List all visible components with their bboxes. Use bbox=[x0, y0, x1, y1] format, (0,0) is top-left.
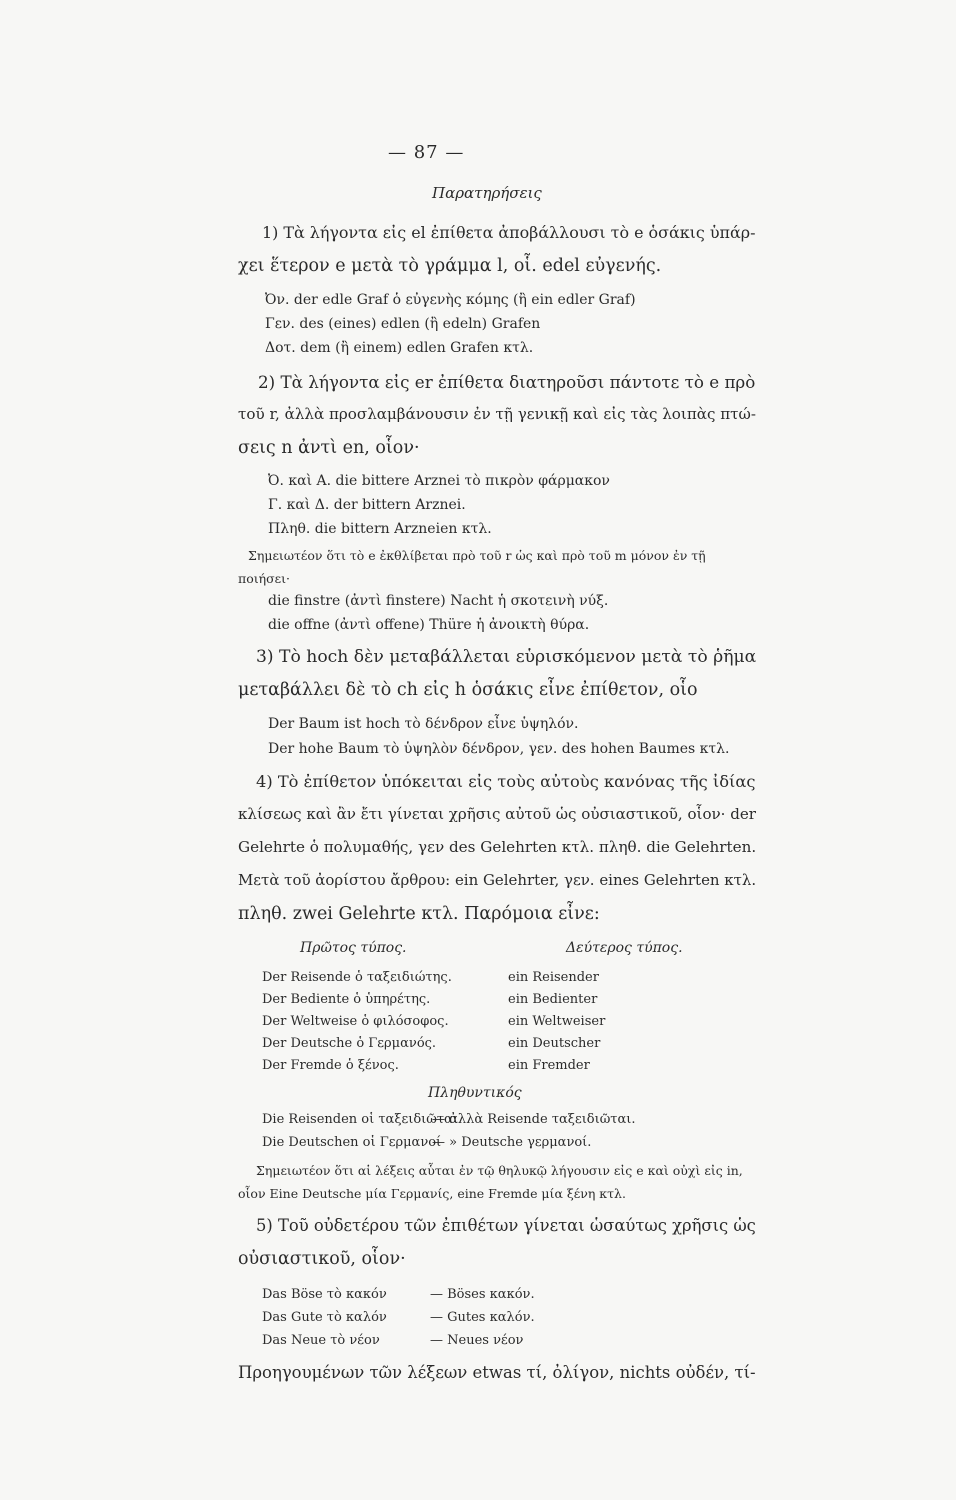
plural-row-left: Die Reisenden οἱ ταξειδιῶται bbox=[262, 1112, 458, 1127]
s2-line3: σεις n ἀντὶ en, οἷον· bbox=[238, 438, 420, 458]
s4-line4: Μετὰ τοῦ ἀορίστου ἄρθρου: ein Gelehrter, γεν. eines Gelehrten κτλ. bbox=[238, 871, 757, 889]
s3-example2: Der hohe Baum τὸ ὑψηλὸν δένδρον, γεν. des hohen Baumes κτλ. bbox=[268, 741, 730, 757]
type2-row: ein Weltweiser bbox=[508, 1014, 606, 1029]
s1-example2: Γεν. des (eines) edlen (ἢ edeln) Grafen bbox=[265, 316, 541, 332]
type1-row: Der Fremde ὁ ξένος. bbox=[262, 1058, 399, 1073]
s5-row-left: Das Gute τὸ καλόν bbox=[262, 1310, 387, 1325]
s5-last-line: Προηγουμένων τῶν λέξεων etwas τί, ὀλίγον, nichts οὐδέν, τί- bbox=[238, 1363, 756, 1382]
s5-row-right: — Neues νέον bbox=[430, 1333, 524, 1348]
s4-line5: πληθ. zwei Gelehrte κτλ. Παρόμοια εἶνε: bbox=[238, 904, 600, 924]
s3-line1: 3) Τὸ hoch δὲν μεταβάλλεται εὑρισκόμενον μετὰ τὸ ῥῆμα bbox=[256, 647, 757, 667]
s4-line3: Gelehrte ὁ πολυμαθής, γεν des Gelehrten κτλ. πληθ. die Gelehrten. bbox=[238, 838, 757, 856]
s1-line1: 1) Τὰ λήγοντα εἰς el ἐπίθετα ἀποβάλλουσι τὸ e ὁσάκις ὑπάρ- bbox=[262, 223, 756, 242]
page-number: — 87 — bbox=[388, 142, 465, 163]
type1-row: Der Bediente ὁ ὑπηρέτης. bbox=[262, 992, 431, 1007]
plural-row-right: — ἀλλὰ Reisende ταξειδιῶται. bbox=[432, 1112, 636, 1127]
s4-note-line1: Σημειωτέον ὅτι αἱ λέξεις αὗται ἐν τῷ θηλυκῷ λήγουσιν εἰς e καὶ οὐχὶ εἰς in, bbox=[256, 1163, 743, 1178]
s5-line2: οὐσιαστικοῦ, οἷον· bbox=[238, 1249, 406, 1269]
s2-example5: die offne (ἀντὶ offene) Thüre ἡ ἀνοικτὴ θύρα. bbox=[268, 617, 590, 633]
s4-line1: 4) Τὸ ἐπίθετον ὑπόκειται εἰς τοὺς αὐτοὺς κανόνας τῆς ἰδίας bbox=[256, 772, 756, 791]
s2-note-line1: Σημειωτέον ὅτι τὸ e ἐκθλίβεται πρὸ τοῦ r ὡς καὶ πρὸ τοῦ m μόνον ἐν τῇ bbox=[248, 548, 706, 563]
s5-row-left: Das Neue τὸ νέον bbox=[262, 1333, 380, 1348]
s2-example1: Ὀ. καὶ Α. die bittere Arznei τὸ πικρὸν φάρμακον bbox=[268, 473, 610, 489]
type2-row: ein Bedienter bbox=[508, 992, 598, 1007]
s5-row-left: Das Böse τὸ κακόν bbox=[262, 1287, 387, 1302]
s1-example1: Ὀν. der edle Graf ὁ εὐγενὴς κόμης (ἢ ein edler Graf) bbox=[265, 292, 636, 308]
type2-row: ein Deutscher bbox=[508, 1036, 601, 1051]
s3-line2: μεταβάλλει δὲ τὸ ch εἰς h ὁσάκις εἶνε ἐπίθετον, οἷο bbox=[238, 680, 698, 700]
type2-row: ein Reisender bbox=[508, 970, 599, 985]
type1-row: Der Deutsche ὁ Γερμανός. bbox=[262, 1036, 437, 1051]
s2-example2: Γ. καὶ Δ. der bittern Arznei. bbox=[268, 497, 466, 513]
s2-example4: die finstre (ἀντὶ finstere) Nacht ἡ σκοτεινὴ νύξ. bbox=[268, 593, 609, 609]
type1-title: Πρῶτος τύπος. bbox=[300, 940, 407, 956]
s2-line2: τοῦ r, ἀλλὰ προσλαμβάνουσιν ἐν τῇ γενικῇ καὶ εἰς τὰς λοιπὰς πτώ- bbox=[238, 405, 756, 423]
type1-row: Der Weltweise ὁ φιλόσοφος. bbox=[262, 1014, 449, 1029]
s3-example1: Der Baum ist hoch τὸ δένδρον εἶνε ὑψηλόν. bbox=[268, 716, 579, 732]
type2-title: Δεύτερος τύπος. bbox=[566, 940, 683, 956]
type2-row: ein Fremder bbox=[508, 1058, 590, 1073]
s1-line2: χει ἕτερον e μετὰ τὸ γράμμα l, οἷ. edel εὐγενής. bbox=[238, 256, 662, 276]
type1-row: Der Reisende ὁ ταξειδιώτης. bbox=[262, 970, 452, 985]
plural-title: Πληθυντικός bbox=[428, 1085, 522, 1101]
s5-row-right: — Böses κακόν. bbox=[430, 1287, 535, 1302]
s2-line1: 2) Τὰ λήγοντα εἰς er ἐπίθετα διατηροῦσι πάντοτε τὸ e πρὸ bbox=[258, 372, 756, 392]
plural-row-right: — » Deutsche γερμανοί. bbox=[432, 1135, 592, 1150]
s1-example3: Δοτ. dem (ἢ einem) edlen Grafen κτλ. bbox=[265, 340, 534, 356]
s4-line2: κλίσεως καὶ ἂν ἔτι γίνεται χρῆσις αὐτοῦ ὡς οὐσιαστικοῦ, οἷον· der bbox=[238, 805, 756, 823]
s2-example3: Πληθ. die bittern Arzneien κτλ. bbox=[268, 521, 492, 537]
section-heading: Παρατηρήσεις bbox=[432, 184, 542, 202]
s5-row-right: — Gutes καλόν. bbox=[430, 1310, 535, 1325]
s2-note-line2: ποιήσει· bbox=[238, 571, 291, 586]
plural-row-left: Die Deutschen οἱ Γερμανοί bbox=[262, 1135, 442, 1150]
s4-note-line2: οἷον Eine Deutsche μία Γερμανίς, eine Fremde μία ξένη κτλ. bbox=[238, 1186, 626, 1201]
s5-line1: 5) Τοῦ οὐδετέρου τῶν ἐπιθέτων γίνεται ὡσαύτως χρῆσις ὡς bbox=[256, 1216, 756, 1235]
